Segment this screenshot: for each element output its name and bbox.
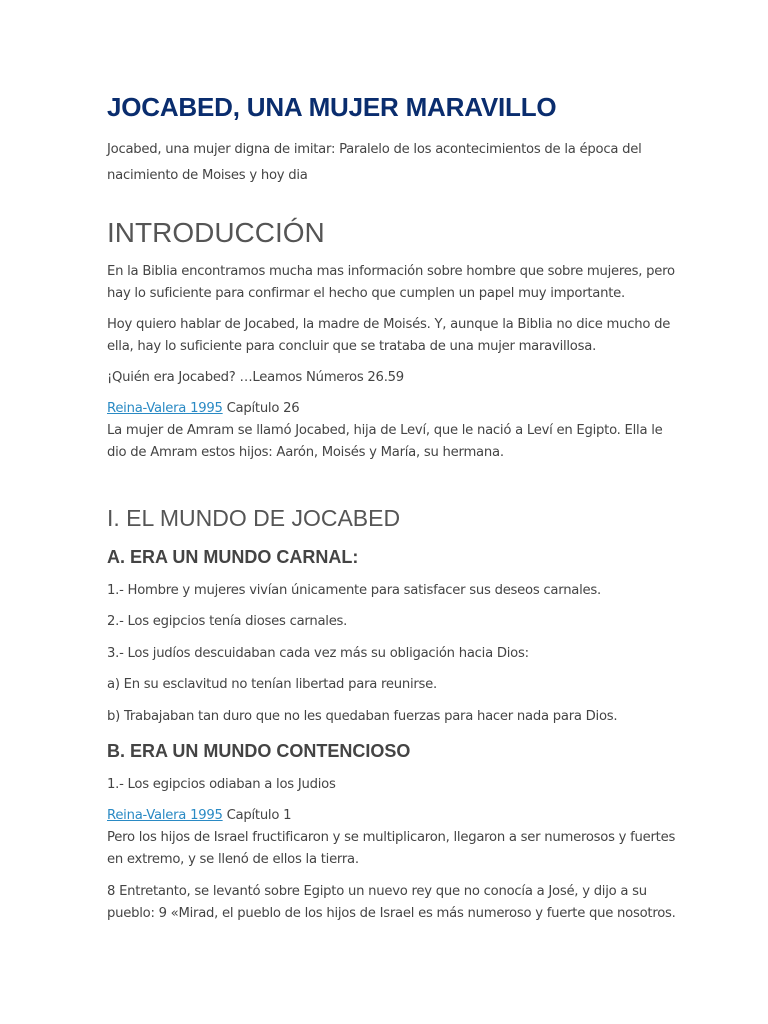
chapter-label: Capítulo 26 [222,401,300,416]
list-item: 1.- Hombre y mujeres vivían únicamente para satisfacer sus deseos carnales. [107,583,601,598]
list-item: 3.- Los judíos descuidaban cada vez más su obligación hacia Dios: [107,646,529,661]
bible-version-link[interactable]: Reina-Valera 1995 [107,401,223,416]
intro-question: ¡Quién era Jocabed? …Leamos Números 26.59 [107,370,404,385]
section-1-heading: I. EL MUNDO DE JOCABED [107,505,401,531]
intro-paragraph-2: Hoy quiero hablar de Jocabed, la madre de Moisés. Y, aunque la Biblia no dice mucho de ella, hay lo suficiente para concluir que se trataba de una mujer maravillosa. [107,317,671,354]
list-item: 2.- Los egipcios tenía dioses carnales. [107,614,348,629]
chapter-label: Capítulo 1 [222,808,292,823]
scripture-text: La mujer de Amram se llamó Jocabed, hija de Leví, que le nació a Leví en Egipto. Ella le dio de Amram estos hijos: Aarón, Moisés y María, su hermana. [107,423,663,460]
section-1b-heading: B. ERA UN MUNDO CONTENCIOSO [107,741,411,761]
intro-heading: INTRODUCCIÓN [107,217,325,248]
intro-paragraph-1: En la Biblia encontramos mucha mas información sobre hombre que sobre mujeres, pero hay lo suficiente para confirmar el hecho que cumplen un papel muy importante. [107,264,675,301]
section-1a-heading: A. ERA UN MUNDO CARNAL: [107,547,359,567]
list-item: a) En su esclavitud no tenían libertad para reunirse. [107,677,437,692]
scripture-text: Pero los hijos de Israel fructificaron y se multiplicaron, llegaron a ser numerosos y fuertes en extremo, y se llenó de ellos la tierra. [107,830,676,867]
page-title: JOCABED, UNA MUJER MARAVILLO [107,92,557,122]
list-item: 1.- Los egipcios odiaban a los Judios [107,777,336,792]
bible-version-link[interactable]: Reina-Valera 1995 [107,808,223,823]
scripture-verse-8: 8 Entretanto, se levantó sobre Egipto un nuevo rey que no conocía a José, y dijo a su pueblo: 9 «Mirad, el pueblo de los hijos de Israel es más numeroso y fuerte que nosotros. [107,884,676,921]
list-item: b) Trabajaban tan duro que no les quedaban fuerzas para hacer nada para Dios. [107,709,618,724]
scripture-reference-1 [107,398,677,464]
scripture-reference-2 [107,805,677,871]
subtitle: Jocabed, una mujer digna de imitar: Paralelo de los acontecimientos de la época del nacimiento de Moises y hoy dia [107,142,642,183]
